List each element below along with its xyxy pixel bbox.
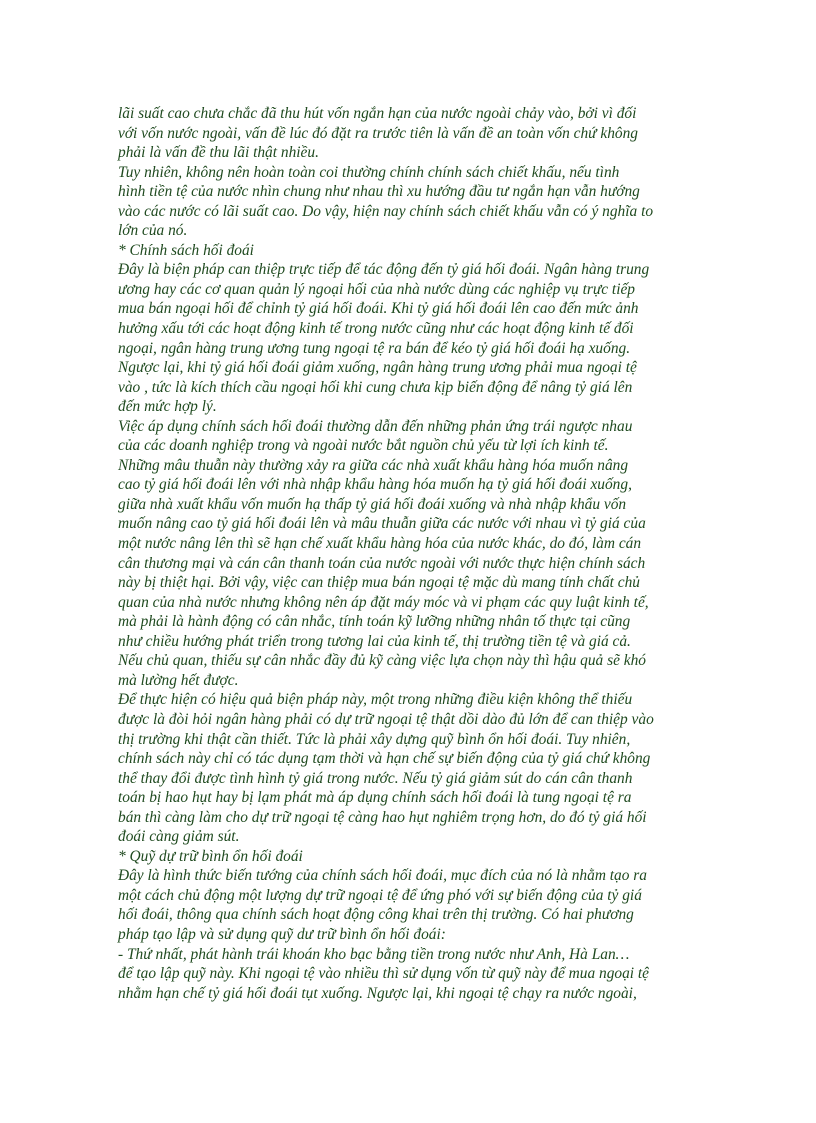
text-line: với vốn nước ngoài, vấn đề lúc đó đặt ra trước tiên là vấn đề an toàn vốn chứ không: [118, 124, 638, 142]
text-line: mà phải là hành động có cân nhắc, tính toán kỹ lưỡng những nhân tố thực tại cũng: [118, 613, 631, 631]
text-line: muốn nâng cao tỷ giá hối đoái lên và mâu thuẫn giữa các nước với nhau vì tỷ giá của: [118, 515, 646, 533]
list-item: - Thứ nhất, phát hành trái khoán kho bạc bằng tiền trong nước như Anh, Hà Lan…: [118, 945, 630, 963]
text-line: Việc áp dụng chính sách hối đoái thường dẫn đến những phản ứng trái ngược nhau: [118, 417, 633, 435]
text-line: một nước nâng lên thì sẽ hạn chế xuất khẩu hàng hóa của nước khác, do đó, làm cán: [118, 535, 642, 553]
text-line: ngoại, ngân hàng trung ương tung ngoại tệ ra bán để kéo tỷ giá hối đoái hạ xuống.: [118, 339, 631, 357]
text-line: để tạo lập quỹ này. Khi ngoại tệ vào nhiều thì sử dụng vốn từ quỹ này để mua ngoại tệ: [118, 965, 650, 983]
text-line: được là đòi hỏi ngân hàng phải có dự trữ ngoại tệ thật dồi dào đủ lớn để can thiệp vào: [118, 710, 654, 728]
text-line: Tuy nhiên, không nên hoàn toàn coi thường chính chính sách chiết khấu, nếu tình: [118, 163, 620, 181]
text-line: của các doanh nghiệp trong và ngoài nước bắt nguồn chủ yếu từ lợi ích kinh tế.: [118, 437, 609, 455]
text-line: lớn của nó.: [118, 222, 188, 240]
section-heading: * Chính sách hối đoái: [118, 241, 254, 259]
text-line: hình tiền tệ của nước nhìn chung như nhau thì xu hướng đầu tư ngắn hạn vẫn hướng: [118, 183, 640, 201]
text-line: bán thì càng làm cho dự trữ ngoại tệ càng hao hụt nghiêm trọng hơn, do đó tỷ giá hối: [118, 808, 647, 826]
text-line: lãi suất cao chưa chắc đã thu hút vốn ngắn hạn của nước ngoài chảy vào, bởi vì đối: [118, 105, 637, 122]
text-line: đến mức hợp lý.: [118, 398, 217, 416]
text-line: Nếu chủ quan, thiếu sự cân nhắc đầy đủ kỹ càng việc lựa chọn này thì hậu quả sẽ khó: [118, 652, 646, 670]
text-line: mua bán ngoại hối để chỉnh tỷ giá hối đoái. Khi tỷ giá hối đoái lên cao đến mức ảnh: [118, 300, 639, 318]
text-line: cao tỷ giá hối đoái lên với nhà nhập khẩu hàng hóa muốn hạ tỷ giá hối đoái xuống,: [118, 476, 632, 494]
text-line: đoái càng giảm sút.: [118, 828, 240, 846]
text-line: quan của nhà nước nhưng không nên áp đặt máy móc và vi phạm các quy luật kinh tế,: [118, 593, 649, 611]
text-line: Đây là hình thức biến tướng của chính sách hối đoái, mục đích của nó là nhằm tạo ra: [118, 867, 647, 885]
text-line: vào , tức là kích thích cầu ngoại hối khi cung chưa kịp biến động để nâng tỷ giá lên: [118, 378, 633, 396]
document-page: [118, 104, 708, 1003]
text-line: chính sách này chỉ có tác dụng tạm thời và hạn chế sự biến động của tỷ giá chứ không: [118, 750, 651, 768]
text-line: này bị thiệt hại. Bởi vậy, việc can thiệp mua bán ngoại tệ mặc dù mang tính chất chủ: [118, 574, 640, 592]
text-line: Những mâu thuẫn này thường xảy ra giữa các nhà xuất khẩu hàng hóa muốn nâng: [118, 456, 629, 474]
text-line: hối đoái, thông qua chính sách hoạt động công khai trên thị trường. Có hai phương: [118, 906, 634, 924]
text-line: toán bị hao hụt hay bị lạm phát mà áp dụng chính sách hối đoái là tung ngoại tệ ra: [118, 789, 632, 807]
text-line: giữa nhà xuất khẩu vốn muốn hạ thấp tỷ giá hối đoái xuống và nhà nhập khẩu vốn: [118, 495, 627, 513]
text-line: một cách chủ động một lượng dự trữ ngoại tệ để ứng phó với sự biến động của tỷ giá: [118, 886, 642, 904]
text-line: Ngược lại, khi tỷ giá hối đoái giảm xuống, ngân hàng trung ương phải mua ngoại tệ: [118, 359, 637, 377]
text-line: pháp tạo lập và sử dụng quỹ dư trữ bình ổn hối đoái:: [118, 925, 446, 943]
text-line: thị trường khi thật cần thiết. Tức là phải xây dựng quỹ bình ổn hối đoái. Tuy nhiên,: [118, 730, 631, 748]
text-line: Đây là biện pháp can thiệp trực tiếp để tác động đến tỷ giá hối đoái. Ngân hàng trung: [118, 261, 650, 279]
text-line: thể thay đổi được tình hình tỷ giá trong nước. Nếu tỷ giá giảm sút do cán cân thanh: [118, 769, 633, 787]
section-heading: * Quỹ dự trữ bình ổn hối đoái: [118, 847, 303, 865]
text-line: Để thực hiện có hiệu quả biện pháp này, một trong những điều kiện không thể thiếu: [118, 691, 633, 709]
text-line: vào các nước có lãi suất cao. Do vậy, hiện nay chính sách chiết khấu vẫn có ý nghĩa to: [118, 202, 654, 220]
text-line: mà lường hết được.: [118, 671, 239, 689]
text-line: như chiều hướng phát triển trong tương lai của kinh tế, thị trường tiền tệ và giá cả.: [118, 632, 631, 650]
text-line: phải là vấn đề thu lãi thật nhiều.: [118, 144, 319, 162]
text-line: nhằm hạn chế tỷ giá hối đoái tụt xuống. Ngược lại, khi ngoại tệ chạy ra nước ngoài,: [118, 984, 637, 1002]
text-line: ương hay các cơ quan quản lý ngoại hối của nhà nước dùng các nghiệp vụ trực tiếp: [118, 280, 635, 298]
text-line: cân thương mại và cán cân thanh toán của nước ngoài với nước thực hiện chính sách: [118, 554, 646, 572]
text-line: hưởng xấu tới các hoạt động kinh tế trong nước cũng như các hoạt động kinh tế đối: [118, 320, 634, 338]
